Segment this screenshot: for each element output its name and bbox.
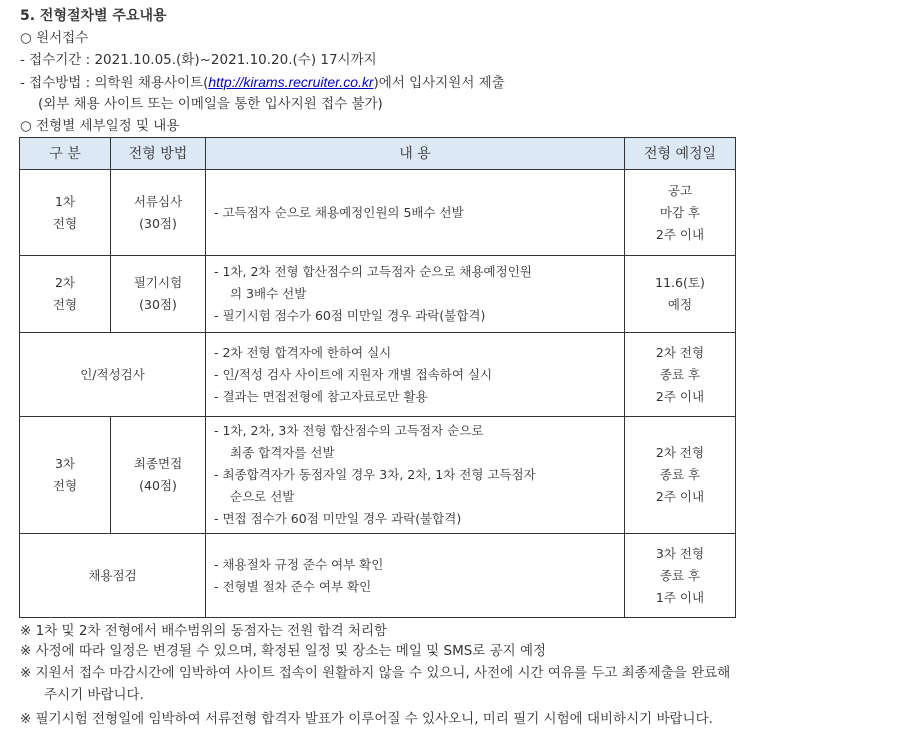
content-cell xyxy=(206,534,625,618)
content-line: - 1차, 2차 전형 합산점수의 고득점자 순으로 채용예정인원 xyxy=(214,264,532,279)
stage-line: 2차 xyxy=(54,275,76,290)
date-cell xyxy=(625,534,736,618)
stage-cell xyxy=(20,170,111,256)
method-line: 최종면접 xyxy=(133,456,183,471)
content-line: - 2차 전형 합격자에 한하여 실시 xyxy=(214,344,392,360)
date-line: 예정 xyxy=(667,297,693,312)
header-category: 구 분 xyxy=(20,138,111,170)
stage-line: 전형 xyxy=(52,478,78,493)
date-line: 2차 전형 xyxy=(655,344,705,360)
note-deadline-warning-cont: 주시기 바랍니다. xyxy=(44,687,144,703)
recruit-site-link[interactable]: http://kirams.recruiter.co.kr xyxy=(208,74,374,90)
method-line: 필기시험 xyxy=(133,275,183,290)
date-line: 공고 xyxy=(667,182,693,198)
method-cell xyxy=(111,256,206,333)
table-row xyxy=(20,170,736,256)
date-cell xyxy=(625,333,736,417)
date-line: 마감 후 xyxy=(659,204,701,220)
table-row xyxy=(20,333,736,417)
table-header-row xyxy=(20,138,736,170)
method-line: 서류심사 xyxy=(133,193,183,209)
stage-line: 전형 xyxy=(52,215,78,231)
date-line: 2주 이내 xyxy=(655,489,705,504)
content-line: - 고득점자 순으로 채용예정인원의 5배수 선발 xyxy=(214,204,464,220)
content-cell xyxy=(206,256,625,333)
table-row xyxy=(20,256,736,333)
content-line: - 결과는 면접전형에 참고자료로만 활용 xyxy=(214,388,428,404)
application-method-note: (외부 채용 사이트 또는 이메일을 통한 입사지원 접수 불가) xyxy=(38,96,383,112)
date-cell xyxy=(625,256,736,333)
date-line: 종료 후 xyxy=(659,467,701,482)
header-date: 전형 예정일 xyxy=(625,138,736,170)
date-cell xyxy=(625,170,736,256)
note-tie-handling: ※ 1차 및 2차 전형에서 배수범위의 동점자는 전원 합격 처리함 xyxy=(20,623,388,639)
content-line: - 면접 점수가 60점 미만일 경우 과락(불합격) xyxy=(214,511,462,526)
merged-stage-cell: 인/적성검사 xyxy=(20,333,206,417)
note-written-exam: ※ 필기시험 전형일에 임박하여 서류전형 합격자 발표가 이루어질 수 있사오니, 미리 필기 시험에 대비하시기 바랍니다. xyxy=(20,711,713,727)
content-line: - 필기시험 점수가 60점 미만일 경우 과락(불합격) xyxy=(214,308,486,323)
method-cell xyxy=(111,170,206,256)
schedule-table xyxy=(19,137,736,618)
note-deadline-warning: ※ 지원서 접수 마감시간에 임박하여 사이트 접속이 원활하지 않을 수 있으니, 사전에 시간 여유를 두고 최종제출을 완료해 xyxy=(20,665,731,681)
application-period: - 접수기간 : 2021.10.05.(화)~2021.10.20.(수) 17시까지 xyxy=(20,52,377,68)
header-method: 전형 방법 xyxy=(111,138,206,170)
application-method-prefix: - 접수방법 : 의학원 채용사이트( xyxy=(20,75,209,91)
date-line: 종료 후 xyxy=(659,567,701,583)
date-cell xyxy=(625,417,736,534)
method-line: (30점) xyxy=(139,215,177,231)
header-content: 내 용 xyxy=(206,138,625,170)
section-title: 5. 전형절차별 주요내용 xyxy=(20,8,167,24)
content-cell xyxy=(206,170,625,256)
content-line: - 채용절차 규정 준수 여부 확인 xyxy=(214,556,384,572)
content-line: 최종 합격자를 선발 xyxy=(230,445,335,460)
application-method xyxy=(20,72,505,93)
content-line: 의 3배수 선발 xyxy=(230,286,307,301)
table-row xyxy=(20,534,736,618)
subheading-schedule: ○ 전형별 세부일정 및 내용 xyxy=(20,118,180,134)
method-cell xyxy=(111,417,206,534)
stage-line: 3차 xyxy=(54,456,76,471)
content-line: - 전형별 절차 준수 여부 확인 xyxy=(214,578,372,594)
stage-line: 전형 xyxy=(52,297,78,312)
date-line: 11.6(토) xyxy=(655,275,705,290)
method-line: (40점) xyxy=(139,478,177,493)
stage-cell xyxy=(20,256,111,333)
date-line: 2주 이내 xyxy=(655,226,705,242)
content-line: 순으로 선발 xyxy=(230,489,295,504)
date-line: 종료 후 xyxy=(659,366,701,382)
content-cell xyxy=(206,417,625,534)
content-line: - 인/적성 검사 사이트에 지원자 개별 접속하여 실시 xyxy=(214,366,493,382)
method-line: (30점) xyxy=(139,297,177,312)
date-line: 2주 이내 xyxy=(655,388,705,404)
stage-line: 1차 xyxy=(54,193,76,209)
date-line: 3차 전형 xyxy=(655,545,705,561)
merged-stage-cell: 채용점검 xyxy=(20,534,206,618)
subheading-application: ○ 원서접수 xyxy=(20,30,89,46)
note-schedule-change: ※ 사정에 따라 일정은 변경될 수 있으며, 확정된 일정 및 장소는 메일 및 SMS로 공지 예정 xyxy=(20,643,547,659)
content-line: - 최종합격자가 동점자일 경우 3차, 2차, 1차 전형 고득점자 xyxy=(214,467,536,482)
application-method-suffix: )에서 입사지원서 제출 xyxy=(373,75,505,91)
table-row xyxy=(20,417,736,534)
stage-cell xyxy=(20,417,111,534)
date-line: 2차 전형 xyxy=(655,445,705,460)
content-cell xyxy=(206,333,625,417)
content-line: - 1차, 2차, 3차 전형 합산점수의 고득점자 순으로 xyxy=(214,423,484,438)
date-line: 1주 이내 xyxy=(655,589,705,605)
